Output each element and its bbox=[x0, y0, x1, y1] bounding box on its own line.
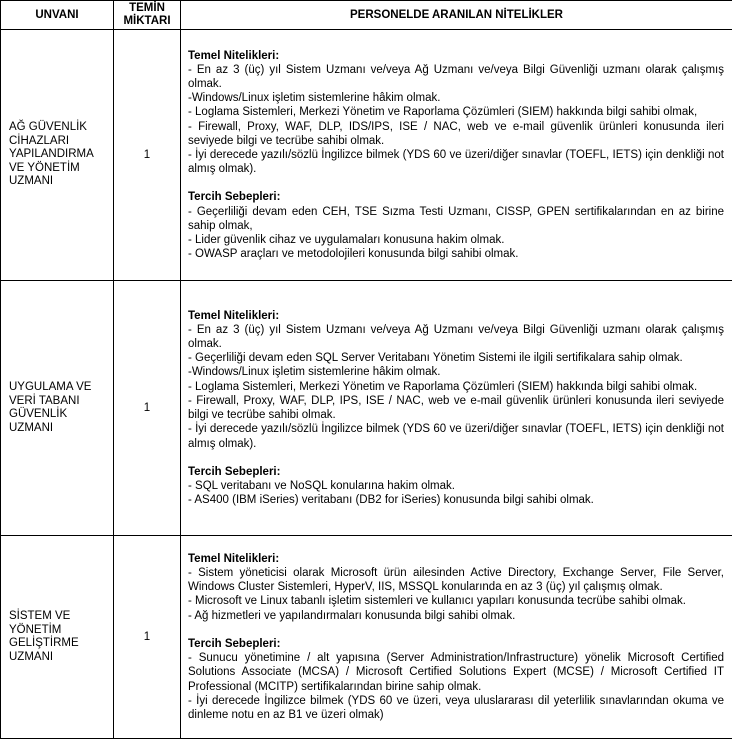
qualification-lines bbox=[188, 651, 724, 722]
qualification-line: - İyi derecede İngilizce bilmek (YDS 60 ve üzeri, veya uluslararası dil yeterlilik sınavlarından okuma ve dinleme notu en az B1 ve üzeri olmak) bbox=[188, 694, 724, 721]
preference-reasons-section bbox=[188, 190, 724, 261]
table-row bbox=[1, 30, 732, 281]
section-heading: Tercih Sebepleri: bbox=[188, 637, 281, 650]
quantity-cell: 1 bbox=[114, 536, 181, 739]
section-heading: Temel Nitelikleri: bbox=[188, 309, 280, 322]
qualification-line: - Lider güvenlik cihaz ve uygulamaları konusuna hakim olmak. bbox=[188, 234, 505, 247]
basic-qualifications-section bbox=[188, 309, 724, 451]
section-heading: Temel Nitelikleri: bbox=[188, 49, 280, 62]
qualification-line: - Loglama Sistemleri, Merkezi Yönetim ve Raporlama Çözümleri (SIEM) hakkında bilgi sahibi olmak. bbox=[188, 380, 698, 393]
qualification-lines bbox=[188, 479, 724, 507]
qualification-line: -Windows/Linux işletim sistemlerine hâkim olmak. bbox=[188, 366, 441, 379]
qualifications-cell bbox=[181, 536, 732, 739]
qualification-line: - En az 3 (üç) yıl Sistem Uzmanı ve/veya Ağ Uzmanı ve/veya Bilgi Güvenliği uzmanı olarak çalışmış olmak. bbox=[188, 323, 724, 351]
qualification-line: - OWASP araçları ve metodolojileri konusunda bilgi sahibi olmak. bbox=[188, 248, 519, 261]
qualification-line: - Geçerliliği devam eden SQL Server Veritabanı Yönetim Sistemi ile ilgili sertifikalara sahip olmak. bbox=[188, 352, 683, 365]
column-header-title: UNVANI bbox=[1, 1, 114, 30]
qualification-lines bbox=[188, 205, 724, 262]
qualification-line: - İyi derecede yazılı/sözlü İngilizce bilmek (YDS 60 ve üzeri/diğer sınavlar (TOEFL, IETS) için denkliği not almış olmak). bbox=[188, 423, 724, 450]
job-title-cell: AĞ GÜVENLİK CİHAZLARI YAPILANDIRMA VE YÖNETİM UZMANI bbox=[1, 30, 114, 281]
table-header-row bbox=[1, 1, 732, 30]
qualification-line: - AS400 (IBM iSeries) veritabanı (DB2 for iSeries) konusunda bilgi sahibi olmak. bbox=[188, 494, 594, 507]
qualification-line: - SQL veritabanı ve NoSQL konularına hakim olmak. bbox=[188, 479, 455, 492]
table-row bbox=[1, 536, 732, 739]
qualifications-cell bbox=[181, 30, 732, 281]
qualifications-cell bbox=[181, 281, 732, 536]
preference-reasons-section bbox=[188, 637, 724, 722]
column-header-qualifications: PERSONELDE ARANILAN NİTELİKLER bbox=[181, 1, 732, 30]
column-header-quantity: TEMİN MİKTARI bbox=[114, 1, 181, 30]
section-heading: Tercih Sebepleri: bbox=[188, 465, 281, 478]
basic-qualifications-section bbox=[188, 49, 724, 177]
qualification-line: - Sunucu yönetimine / alt yapısına (Server Administration/Infrastructure) yönelik Microsoft Certified Solutions Associate (MCSA) / Microsoft Certified Solutions Expert (MCSE) / Microsoft Certified IT Professional (MCITP) sertifikalarından birine sahip olmak. bbox=[188, 652, 724, 693]
qualification-lines bbox=[188, 566, 724, 623]
qualification-line: - İyi derecede yazılı/sözlü İngilizce bilmek (YDS 60 ve üzeri/diğer sınavlar (TOEFL, IETS) için denkliği not almış olmak). bbox=[188, 149, 724, 176]
qualification-line: - Firewall, Proxy, WAF, DLP, IPS, ISE / NAC, web ve e-mail güvenlik ürünleri konusunda ileri seviyede bilgi ve tecrübe sahibi olmak. bbox=[188, 394, 724, 422]
qualification-line: - Loglama Sistemleri, Merkezi Yönetim ve Raporlama Çözümleri (SIEM) hakkında bilgi sahibi olmak, bbox=[188, 106, 698, 119]
qualification-lines bbox=[188, 63, 724, 177]
qualification-line: - Ağ hizmetleri ve yapılandırmaları konusunda bilgi sahibi olmak. bbox=[188, 609, 516, 622]
qualification-line: - En az 3 (üç) yıl Sistem Uzmanı ve/veya Ağ Uzmanı ve/veya Bilgi Güvenliği uzmanı olarak çalışmış olmak. bbox=[188, 63, 724, 90]
qualification-line: - Sistem yöneticisi olarak Microsoft ürün ailesinden Active Directory, Exchange Server, File Server, Windows Cluster Sistemleri, HyperV, IIS, MSSQL konularında en az 3 (üç) yıl çalışmış olmak. bbox=[188, 567, 724, 594]
job-title-cell: UYGULAMA VE VERİ TABANI GÜVENLİK UZMANI bbox=[1, 281, 114, 536]
qualification-line: - Firewall, Proxy, WAF, DLP, IDS/IPS, ISE / NAC, web ve e-mail güvenlik ürünleri konusunda ileri seviyede bilgi ve tecrübe sahibi olmak. bbox=[188, 120, 724, 147]
job-title-cell: SİSTEM VE YÖNETİM GELİŞTİRME UZMANI bbox=[1, 536, 114, 739]
qualification-lines bbox=[188, 323, 724, 451]
quantity-cell: 1 bbox=[114, 30, 181, 281]
qualification-line: - Microsoft ve Linux tabanlı işletim sistemleri ve kullanıcı yapıları konusunda tecrübe sahibi olmak. bbox=[188, 595, 686, 608]
preference-reasons-section bbox=[188, 465, 724, 508]
section-heading: Tercih Sebepleri: bbox=[188, 191, 281, 204]
section-heading: Temel Nitelikleri: bbox=[188, 552, 280, 565]
basic-qualifications-section bbox=[188, 552, 724, 623]
table-row bbox=[1, 281, 732, 536]
quantity-cell: 1 bbox=[114, 281, 181, 536]
qualification-line: - Geçerliliği devam eden CEH, TSE Sızma Testi Uzmanı, CISSP, GPEN sertifikalarından en az birine sahip olmak, bbox=[188, 205, 724, 232]
qualification-line: -Windows/Linux işletim sistemlerine hâkim olmak. bbox=[188, 92, 441, 105]
